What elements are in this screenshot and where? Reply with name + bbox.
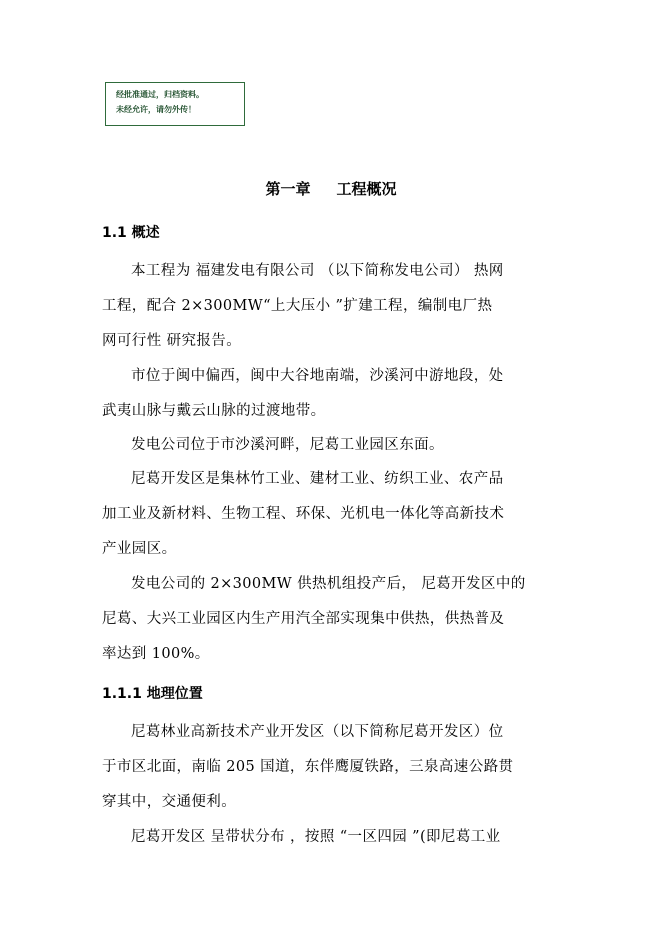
text-line: 尼葛开发区 呈带状分布 ，按照 “一区四园 ”(即尼葛工业 bbox=[131, 829, 501, 845]
paragraph-location-2 bbox=[102, 820, 562, 855]
approval-stamp bbox=[105, 82, 245, 126]
text-line: 本工程为 福建发电有限公司 （以下简称发电公司） 热网 bbox=[131, 263, 504, 279]
paragraph-overview-5 bbox=[102, 567, 562, 672]
text-line: 网可行性 研究报告。 bbox=[102, 333, 242, 349]
paragraph-overview-2 bbox=[102, 359, 562, 429]
text-line: 产业园区。 bbox=[102, 541, 177, 557]
paragraph-location-1 bbox=[102, 715, 562, 820]
stamp-line-2: 未经允许，请勿外传！ bbox=[116, 105, 196, 114]
text-line: 市位于闽中偏西，闽中大谷地南端，沙溪河中游地段，处 bbox=[131, 368, 504, 384]
text-line: 工程，配合 2×300MW“上大压小 ”扩建工程，编制电厂热 bbox=[102, 298, 493, 314]
paragraph-overview-3 bbox=[102, 428, 562, 463]
text-line: 尼葛林业高新技术产业开发区（以下简称尼葛开发区）位 bbox=[131, 724, 504, 740]
section-heading-1-1: 1.1 概述 bbox=[102, 225, 160, 241]
stamp-line-1: 经批准通过，归档资料。 bbox=[116, 90, 204, 99]
text-line: 加工业及新材料、生物工程、环保、光机电一体化等高新技术 bbox=[102, 506, 505, 522]
text-line: 武夷山脉与戴云山脉的过渡地带。 bbox=[102, 403, 326, 419]
text-line: 尼葛开发区是集林竹工业、建材工业、纺织工业、农产品 bbox=[131, 471, 504, 487]
chapter-title: 第一章 工程概况 bbox=[265, 180, 397, 198]
text-line: 于市区北面，南临 205 国道，东伴鹰厦铁路，三泉高速公路贯 bbox=[102, 759, 514, 775]
text-line: 尼葛、大兴工业园区内生产用汽全部实现集中供热，供热普及 bbox=[102, 611, 505, 627]
section-heading-1-1-1: 1.1.1 地理位置 bbox=[102, 686, 203, 702]
text-line: 穿其中，交通便利。 bbox=[102, 794, 237, 810]
paragraph-overview-4 bbox=[102, 462, 562, 567]
text-line: 发电公司的 2×300MW 供热机组投产后， 尼葛开发区中的 bbox=[131, 576, 526, 592]
text-line: 率达到 100%。 bbox=[102, 646, 210, 662]
paragraph-overview-1 bbox=[102, 254, 562, 359]
text-line: 发电公司位于市沙溪河畔，尼葛工业园区东面。 bbox=[131, 437, 444, 453]
